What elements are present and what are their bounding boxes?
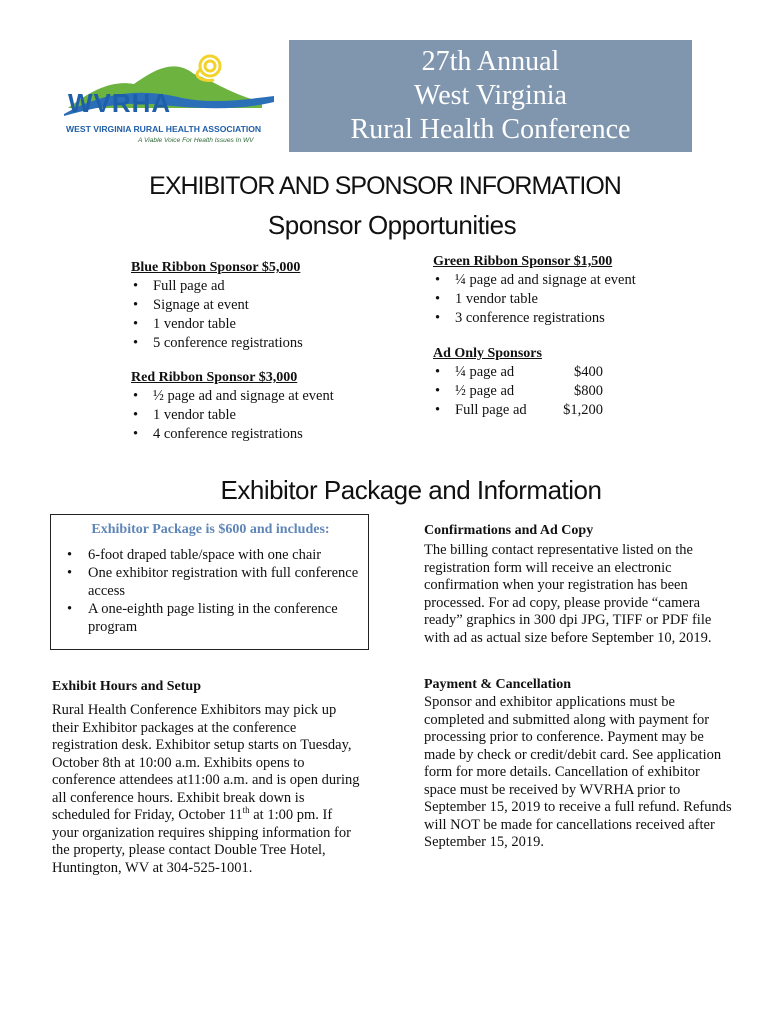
list-item: • 6-foot draped table/space with one chair <box>61 546 360 564</box>
logo-tagline: A Viable Voice For Health Issues In WV <box>138 137 254 144</box>
confirmations-body: The billing contact representative listed on the registration form will receive an electronic confirmation when your registration has been processed. For ad copy, please provide “camera ready” graphics in 300 dpi JPG, TIFF or PDF file with ad as actual size before September 10, 2019. <box>424 542 712 646</box>
conference-title-box <box>289 40 692 152</box>
title-line-1: 27th Annual <box>421 46 560 77</box>
payment-cancellation-section <box>424 675 734 852</box>
exhibit-hours-body <box>52 702 362 877</box>
payment-title: Payment & Cancellation <box>424 677 571 692</box>
logo-org-name: WEST VIRGINIA RURAL HEALTH ASSOCIATION <box>66 124 262 134</box>
list-item: • 4 conference registrations <box>131 425 334 444</box>
ad-price-row <box>433 363 603 382</box>
exhibit-hours-title: Exhibit Hours and Setup <box>52 679 201 694</box>
green-ribbon-benefits <box>433 271 636 328</box>
exhibit-hours-text-2: at 1:00 pm. If your organization requires shipping information for the property, please contact Double Tree Hotel, Huntington, WV at 304-525-1001. <box>52 807 351 876</box>
list-item: • ¼ page ad and signage at event <box>433 271 636 290</box>
exhibit-hours-text-1: Rural Health Conference Exhibitors may pick up their Exhibitor packages at the conference registration desk. Exhibitor setup starts on Tuesday, October 8th at 10:00 a.m. Exhibits opens to conference attendees at11:00 a.m. and is open during all conference hours. Exhibit break down is scheduled for Friday, October 11 <box>52 702 360 823</box>
list-item: • 5 conference registrations <box>131 334 303 353</box>
ad-price: $800 <box>574 383 603 399</box>
ad-price-row <box>433 382 603 401</box>
title-line-3: Rural Health Conference <box>350 114 631 145</box>
exhibitor-package-box <box>50 514 369 650</box>
ad-only-prices <box>433 363 603 420</box>
logo-abbr: WVRHA <box>68 88 172 118</box>
ad-only-sponsors <box>433 344 603 420</box>
list-item: • 1 vendor table <box>131 406 334 425</box>
list-item: • Full page ad <box>131 277 303 296</box>
red-ribbon-title: Red Ribbon Sponsor $3,000 <box>131 370 298 385</box>
title-line-2: West Virginia <box>414 80 567 111</box>
list-item: • 3 conference registrations <box>433 309 636 328</box>
exhibit-hours-section <box>52 677 362 877</box>
list-item: • Signage at event <box>131 296 303 315</box>
green-ribbon-sponsor <box>433 252 636 328</box>
ad-size: Full page ad <box>455 402 527 418</box>
ad-price: $400 <box>574 364 603 380</box>
ad-size: ¼ page ad <box>455 364 515 380</box>
blue-ribbon-sponsor <box>131 258 303 353</box>
list-item: • 1 vendor table <box>131 315 303 334</box>
ordinal-suffix: th <box>242 805 250 816</box>
ad-size: ½ page ad <box>455 383 515 399</box>
list-item: • One exhibitor registration with full conference access <box>61 564 360 600</box>
exhibitor-package-items <box>61 546 360 636</box>
red-ribbon-sponsor <box>131 368 334 444</box>
ad-price: $1,200 <box>563 402 603 418</box>
red-ribbon-benefits <box>131 387 334 444</box>
list-item: • ½ page ad and signage at event <box>131 387 334 406</box>
main-heading: EXHIBITOR AND SPONSOR INFORMATION <box>149 172 621 200</box>
payment-body: Sponsor and exhibitor applications must be completed and submitted along with payment for processing prior to conference. Payment may be made by check or credit/debit card. See application form for more details. Cancellation of exhibitor space must be received by WVRHA prior to September 15, 2019 to receive a full refund. Refunds will NOT be made for cancellations received after September 15, 2019. <box>424 694 732 850</box>
exhibitor-package-heading: Exhibitor Package and Information <box>220 475 602 505</box>
wvrha-logo <box>62 50 276 150</box>
blue-ribbon-title: Blue Ribbon Sponsor $5,000 <box>131 260 301 275</box>
confirmations-section <box>424 521 734 647</box>
exhibitor-package-title: Exhibitor Package is $600 and includes: <box>91 522 330 537</box>
sponsor-opportunities-heading: Sponsor Opportunities <box>267 210 517 240</box>
blue-ribbon-benefits <box>131 277 303 353</box>
confirmations-title: Confirmations and Ad Copy <box>424 523 594 538</box>
green-ribbon-title: Green Ribbon Sponsor $1,500 <box>433 254 613 269</box>
list-item: • A one-eighth page listing in the conference program <box>61 600 360 636</box>
ad-price-row <box>433 401 603 420</box>
ad-only-title: Ad Only Sponsors <box>433 346 542 361</box>
list-item: • 1 vendor table <box>433 290 636 309</box>
